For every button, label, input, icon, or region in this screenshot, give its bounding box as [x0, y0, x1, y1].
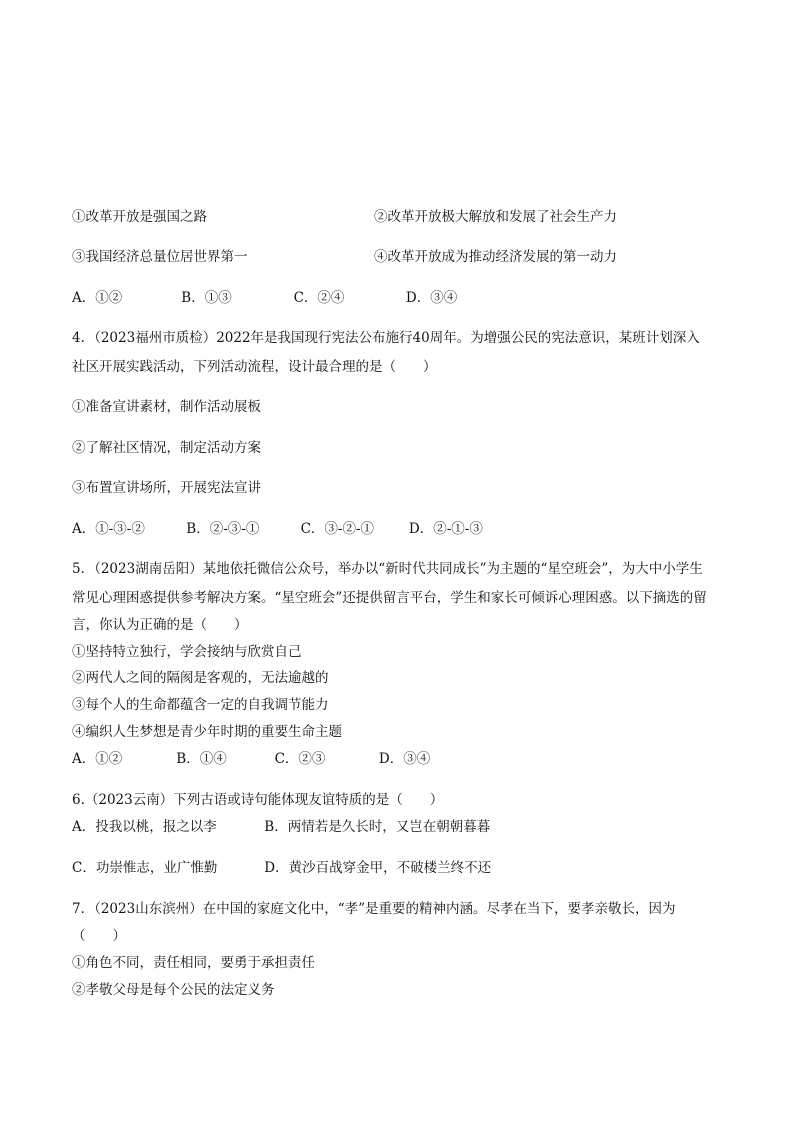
q5-item-1: ①坚持特立独行，学会接纳与欣赏自己 [72, 644, 302, 660]
q3-statement-4: ④改革开放成为推动经济发展的第一动力 [374, 249, 617, 265]
q6-stem: 6.（2023云南）下列古语或诗句能体现友谊特质的是（ ） [72, 792, 444, 808]
q6-options-row-1 [72, 817, 490, 837]
q4-stem-line-2: 社区开展实践活动，下列活动流程，设计最合理的是（ ） [72, 359, 437, 375]
q3-statements-row-1 [72, 207, 617, 227]
q6-option-d: D．黄沙百战穿金甲，不破楼兰终不还 [264, 860, 492, 876]
q4-option-d: D．②-①-③ [408, 521, 483, 537]
q5-options [72, 749, 430, 769]
q3-statements-row-2 [72, 247, 617, 267]
q4-option-c: C．③-②-① [300, 521, 375, 537]
q6-option-a: A．投我以桃，报之以李 [72, 819, 217, 835]
q3-option-a: A．①② [72, 290, 123, 306]
q7-stem-line-2: （ ） [72, 928, 126, 944]
q7-item-1: ①角色不同，责任相同，要勇于承担责任 [72, 955, 315, 971]
q4-item-3: ③布置宣讲场所，开展宪法宣讲 [72, 480, 261, 496]
q6-option-c: C．功崇惟志，业广惟勤 [72, 860, 218, 876]
q7-item-2: ②孝敬父母是每个公民的法定义务 [72, 982, 275, 998]
q3-statement-1: ①改革开放是强国之路 [72, 209, 207, 225]
q4-item-1: ①准备宣讲素材，制作活动展板 [72, 399, 261, 415]
q4-item-2: ②了解社区情况，制定活动方案 [72, 440, 261, 456]
q5-option-b: B．①④ [176, 751, 227, 767]
q3-option-c: C．②④ [293, 290, 345, 306]
q5-item-3: ③每个人的生命都蕴含一定的自我调节能力 [72, 697, 329, 713]
q3-statement-3: ③我国经济总量位居世界第一 [72, 249, 248, 265]
q4-option-a: A．①-③-② [72, 521, 145, 537]
q6-option-b: B．两情若是久长时，又岂在朝朝暮暮 [264, 819, 491, 835]
q5-stem-line-2: 常见心理困惑提供参考解决方案。“星空班会”还提供留言平台，学生和家长可倾诉心理困惑。以下摘选的留 [72, 590, 707, 606]
q4-stem-line-1: 4．（2023福州市质检）2022年是我国现行宪法公布施行40周年。为增强公民的宪法意识，某班计划深入 [72, 330, 700, 346]
q5-option-c: C．②③ [274, 751, 326, 767]
q4-option-b: B．②-③-① [186, 521, 260, 537]
q3-statement-2: ②改革开放极大解放和发展了社会生产力 [374, 209, 617, 225]
q5-item-2: ②两代人之间的隔阂是客观的，无法逾越的 [72, 670, 329, 686]
q6-options-row-2 [72, 858, 491, 878]
q3-option-b: B．①③ [181, 290, 232, 306]
q5-option-d: D．③④ [378, 751, 431, 767]
q3-option-d: D．③④ [405, 290, 458, 306]
q5-option-a: A．①② [72, 751, 123, 767]
q5-stem-line-3: 言，你认为正确的是（ ） [72, 617, 248, 633]
q5-item-4: ④编织人生梦想是青少年时期的重要生命主题 [72, 724, 342, 740]
q5-stem-line-1: 5．（2023湖南岳阳）某地依托微信公众号，举办以“新时代共同成长”为主题的“星空班会”，为大中小学生 [72, 561, 703, 577]
q3-options [72, 288, 457, 308]
q7-stem-line-1: 7．（2023山东滨州）在中国的家庭文化中，“孝”是重要的精神内涵。尽孝在当下，要孝亲敬长，因为 [72, 901, 676, 917]
q4-options [72, 519, 483, 539]
